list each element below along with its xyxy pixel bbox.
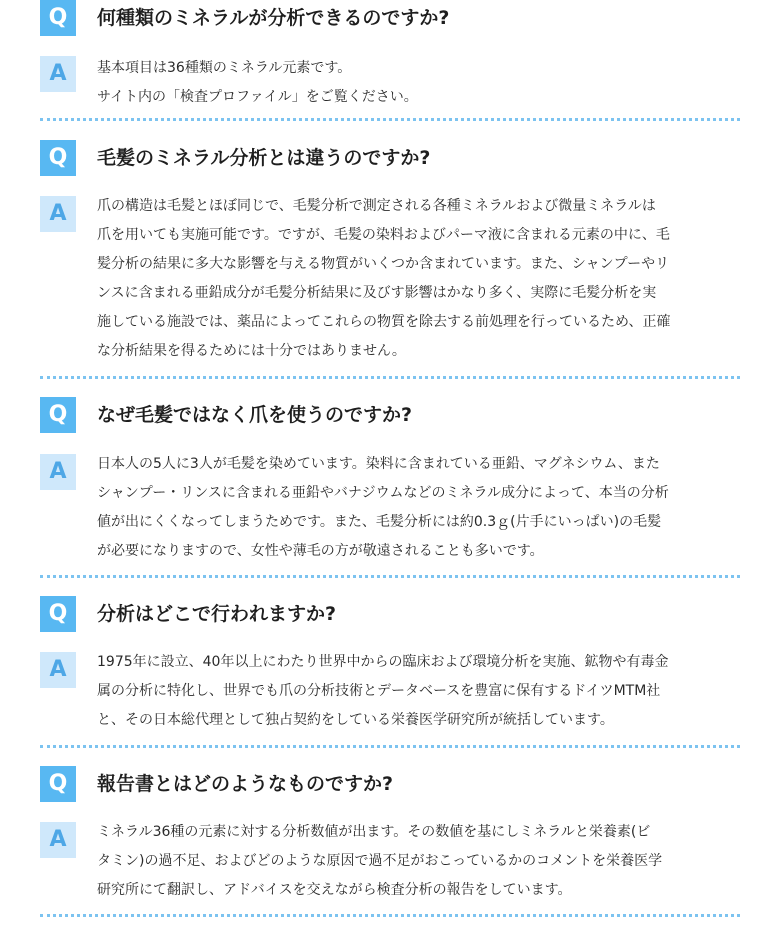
answer-badge: A xyxy=(40,822,76,858)
question-badge: Q xyxy=(40,0,76,36)
answer-badge: A xyxy=(40,454,76,490)
question-text: 毛髪のミネラル分析とは違うのですか? xyxy=(97,147,431,169)
dotted-divider xyxy=(40,575,740,578)
question-row xyxy=(40,397,740,433)
dotted-divider xyxy=(40,745,740,748)
question-badge: Q xyxy=(40,766,76,802)
answer-text: ミネラル36種の元素に対する分析数値が出ます。その数値を基にしミネラルと栄養素(ビ タミン)の過不足、およびどのような原因で過不足がおこっているかのコメントを栄養医学 研究所にて翻訳し、アドバイスを交えながら検査分析の報告をしています。 xyxy=(97,824,663,898)
question-badge: Q xyxy=(40,596,76,632)
answer-text: 基本項目は36種類のミネラル元素です。 サイト内の「検査プロファイル」をご覧ください。 xyxy=(97,60,418,105)
answer-text: 日本人の5人に3人が毛髪を染めています。染料に含まれている亜鉛、マグネシウム、また シャンプー・リンスに含まれる亜鉛やバナジウムなどのミネラル成分によって、本当の分析 値が出にくくなってしまうためです。また、毛髪分析には約0.3ｇ(片手にいっぱい)の毛髪 が必要になりますので、女性や薄毛の方が敬遠されることも多いです。 xyxy=(97,456,669,559)
answer-text: 爪の構造は毛髪とほぼ同じで、毛髪分析で測定される各種ミネラルおよび微量ミネラルは 爪を用いても実施可能です。ですが、毛髪の染料およびパーマ液に含まれる元素の中に、毛 髪分析の結果に多大な影響を与える物質がいくつか含まれています。また、シャンプーやリ ンスに含まれる亜鉛成分が毛髪分析結果に及びす影響はかなり多く、実際に毛髪分析を実 施している施設では、薬品によってこれらの物質を除去する前処理を行っているため、正確 な分析結果を得るためには十分ではありません。 xyxy=(97,198,671,359)
question-text: 報告書とはどのようなものですか? xyxy=(97,773,394,795)
question-text: なぜ毛髪ではなく爪を使うのですか? xyxy=(97,404,413,426)
answer-badge: A xyxy=(40,56,76,92)
dotted-divider xyxy=(40,376,740,379)
question-row xyxy=(40,0,740,36)
question-row xyxy=(40,140,740,176)
question-row xyxy=(40,766,740,802)
dotted-divider xyxy=(40,118,740,121)
answer-badge: A xyxy=(40,652,76,688)
question-row xyxy=(40,596,740,632)
answer-text: 1975年に設立、40年以上にわたり世界中からの臨床および環境分析を実施、鉱物や有毒金 属の分析に特化し、世界でも爪の分析技術とデータベースを豊富に保有するドイツMTM社 と、その日本総代理として独占契約をしている栄養医学研究所が統括しています。 xyxy=(97,654,669,728)
question-badge: Q xyxy=(40,140,76,176)
question-text: 何種類のミネラルが分析できるのですか? xyxy=(97,7,450,29)
question-text: 分析はどこで行われますか? xyxy=(97,603,337,625)
dotted-divider xyxy=(40,914,740,917)
question-badge: Q xyxy=(40,397,76,433)
answer-badge: A xyxy=(40,196,76,232)
